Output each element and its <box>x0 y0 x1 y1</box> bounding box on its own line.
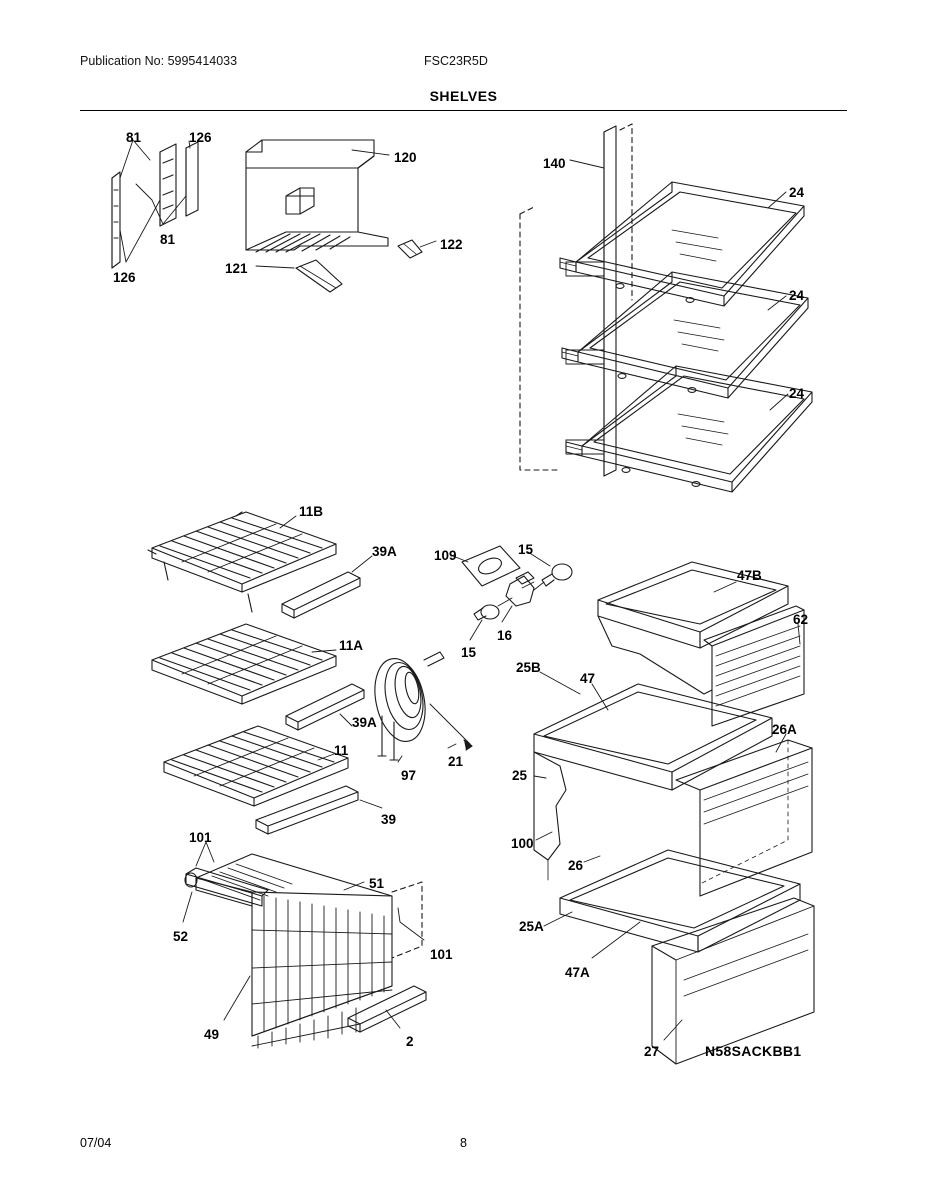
footer-date: 07/04 <box>80 1136 112 1150</box>
callout-109: 109 <box>434 548 457 563</box>
callout-49: 49 <box>204 1027 220 1042</box>
callout-11A: 11A <box>339 638 364 653</box>
callout-122: 122 <box>440 237 463 252</box>
callout-25A: 25A <box>519 919 544 934</box>
callout-21: 21 <box>448 754 464 769</box>
diagram-code: N58SACKBB1 <box>705 1043 802 1059</box>
callout-2: 2 <box>406 1034 414 1049</box>
callout-121: 121 <box>225 261 248 276</box>
callout-97: 97 <box>401 768 417 783</box>
wire-basket-group <box>183 842 426 1048</box>
callout-81: 81 <box>160 232 176 247</box>
callout-24: 24 <box>789 288 805 303</box>
callout-11B: 11B <box>299 504 324 519</box>
callout-24: 24 <box>789 386 805 401</box>
callout-27: 27 <box>644 1044 660 1059</box>
callout-126: 126 <box>189 130 212 145</box>
footer-page-number: 8 <box>460 1136 467 1150</box>
callout-62: 62 <box>793 612 809 627</box>
evaporator-coil-group <box>368 652 472 762</box>
callout-15: 15 <box>518 542 534 557</box>
callout-26A: 26A <box>772 722 797 737</box>
wire-shelves-group <box>148 512 382 834</box>
callout-52: 52 <box>173 929 189 944</box>
callout-25B: 25B <box>516 660 541 675</box>
publication-number-value: 5995414033 <box>167 54 238 68</box>
callout-101: 101 <box>189 830 212 845</box>
model-number: FSC23R5D <box>424 54 488 68</box>
callout-26: 26 <box>568 858 584 873</box>
shelf-brackets-group <box>112 140 198 268</box>
callout-16: 16 <box>497 628 513 643</box>
callout-47A: 47A <box>565 965 590 980</box>
callout-51: 51 <box>369 876 385 891</box>
callout-47B: 47B <box>737 568 762 583</box>
page-title: SHELVES <box>429 88 498 104</box>
publication-number-label: Publication No: <box>80 54 165 68</box>
crisper-drawers-group <box>534 562 814 1064</box>
glass-shelves-group <box>520 124 812 492</box>
callout-15: 15 <box>461 645 477 660</box>
callout-11: 11 <box>334 743 349 758</box>
callout-39A: 39A <box>352 715 377 730</box>
callout-81: 81 <box>126 130 142 145</box>
callout-120: 120 <box>394 150 417 165</box>
callout-126: 126 <box>113 270 136 285</box>
callout-25: 25 <box>512 768 528 783</box>
callout-47: 47 <box>580 671 596 686</box>
callout-100: 100 <box>511 836 534 851</box>
callout-24: 24 <box>789 185 805 200</box>
callout-39: 39 <box>381 812 397 827</box>
callout-140: 140 <box>543 156 566 171</box>
light-assembly-group <box>453 546 572 640</box>
callout-39A: 39A <box>372 544 397 559</box>
callout-101: 101 <box>430 947 453 962</box>
